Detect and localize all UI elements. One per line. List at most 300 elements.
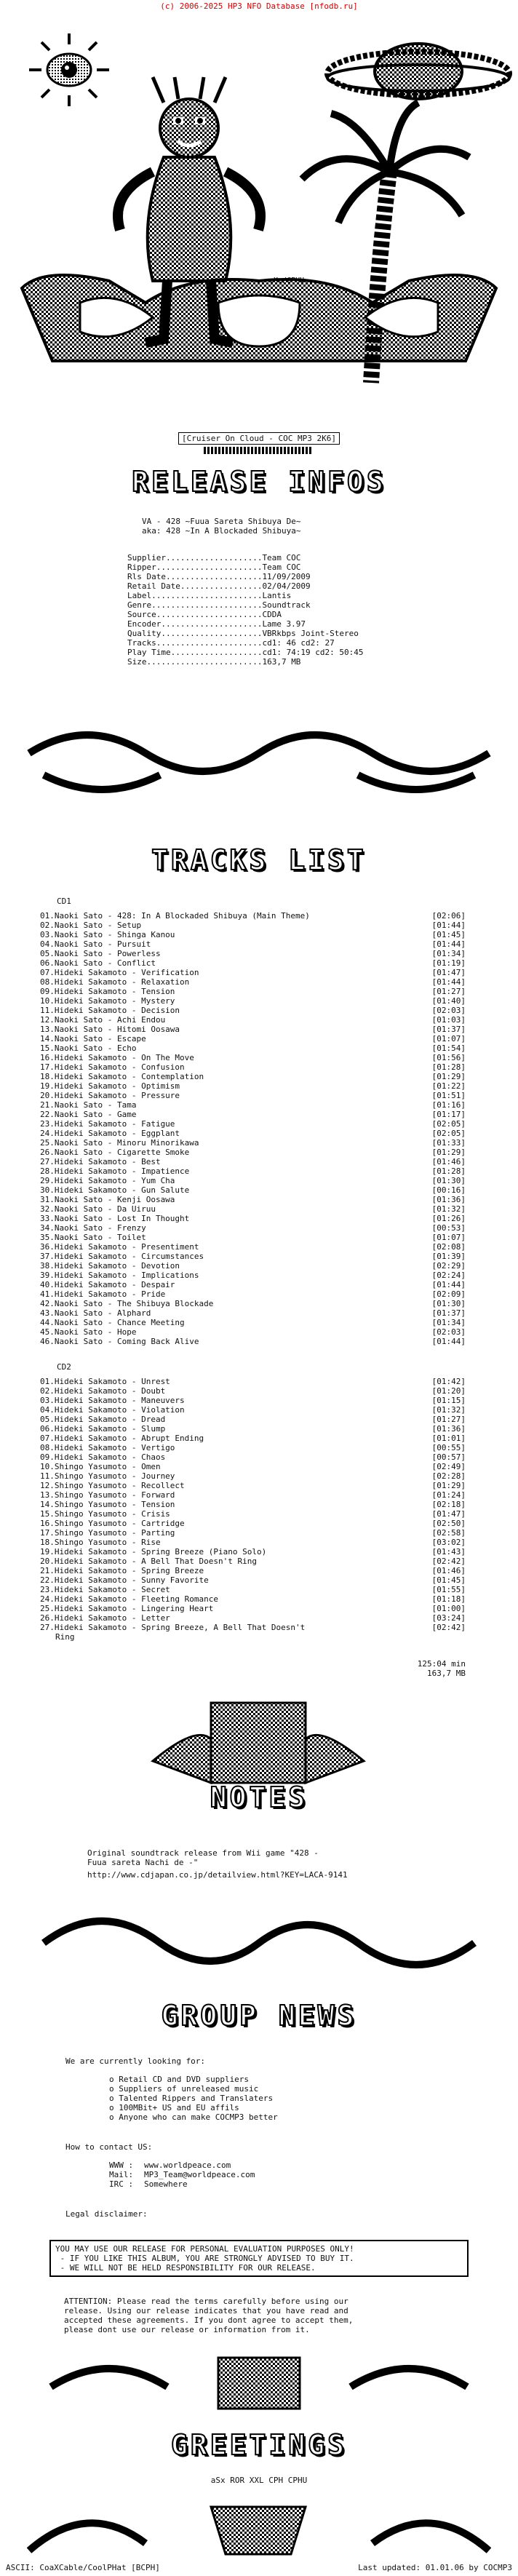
- track-title: 16.Hideki Sakamoto - On The Move: [40, 1053, 194, 1062]
- track-title: 43.Naoki Sato - Alphard: [40, 1308, 151, 1318]
- track-title: 35.Naoki Sato - Toilet: [40, 1233, 146, 1242]
- track-time: [01:36]: [431, 1424, 466, 1434]
- section-tracks-list: TRACKS LIST: [151, 844, 367, 876]
- track-time: [01:26]: [431, 1214, 466, 1223]
- track-time: [01:03]: [431, 1015, 466, 1025]
- track-row: [40, 1434, 466, 1443]
- track-title: 03.Hideki Sakamoto - Maneuvers: [40, 1396, 185, 1405]
- track-title: 30.Hideki Sakamoto - Gun Salute: [40, 1185, 190, 1195]
- track-title: 17.Hideki Sakamoto - Confusion: [40, 1062, 185, 1072]
- field-leader: .....................: [161, 629, 263, 638]
- track-time: [01:15]: [431, 1396, 466, 1405]
- track-title: 07.Hideki Sakamoto - Abrupt Ending: [40, 1434, 204, 1443]
- track-row: [40, 1424, 466, 1434]
- contact-title: How to contact US:: [65, 2142, 153, 2152]
- field-value: Team COC: [262, 553, 301, 562]
- track-title: 23.Hideki Sakamoto - Fatigue: [40, 1119, 175, 1129]
- totals: [356, 1659, 466, 1678]
- track-row: [40, 930, 466, 939]
- track-title: 05.Hideki Sakamoto - Dread: [40, 1415, 166, 1424]
- track-time: [01:37]: [431, 1308, 466, 1318]
- track-title: 13.Shingo Yasumoto - Forward: [40, 1490, 175, 1500]
- total-size: 163,7 MB: [427, 1669, 466, 1678]
- track-title: 21.Hideki Sakamoto - Spring Breeze: [40, 1566, 204, 1575]
- track-time: [01:44]: [431, 1337, 466, 1346]
- track-title-wrap: Ring: [55, 1632, 75, 1642]
- track-time: [01:44]: [431, 1280, 466, 1289]
- track-time: [01:29]: [431, 1072, 466, 1081]
- track-title: 03.Naoki Sato - Shinga Kanou: [40, 930, 175, 939]
- ornament-swirl-icon: [29, 735, 489, 790]
- track-row: [40, 1289, 466, 1299]
- track-time: [01:44]: [431, 921, 466, 930]
- field-leader: ......................: [156, 610, 263, 619]
- release-field-row: [127, 629, 364, 638]
- track-time: [01:18]: [431, 1594, 466, 1604]
- release-field-row: [127, 610, 364, 619]
- track-time: [00:53]: [431, 1223, 466, 1233]
- field-leader: ....................: [165, 553, 263, 562]
- track-row: [40, 921, 466, 930]
- track-row: [40, 996, 466, 1006]
- logo-tagline: [Cruiser On Cloud - COC MP3 2K6]: [0, 434, 518, 443]
- disclaimer-line: YOU MAY USE OUR RELEASE FOR PERSONAL EVALUATION PURPOSES ONLY!: [55, 2244, 354, 2254]
- track-row: [40, 1509, 466, 1519]
- track-time: [02:05]: [431, 1129, 466, 1138]
- track-time: [01:44]: [431, 977, 466, 987]
- track-time: [02:50]: [431, 1519, 466, 1528]
- track-row: [40, 1119, 466, 1129]
- track-time: [01:01]: [431, 1434, 466, 1443]
- track-time: [01:32]: [431, 1405, 466, 1415]
- track-time: [01:00]: [431, 1604, 466, 1613]
- attention-line: release. Using our release indicates that you have read and: [64, 2306, 348, 2315]
- track-row: [40, 1176, 466, 1185]
- track-title: 29.Hideki Sakamoto - Yum Cha: [40, 1176, 175, 1185]
- track-row: [40, 1034, 466, 1043]
- track-row: [40, 1585, 466, 1594]
- track-title: 20.Hideki Sakamoto - A Bell That Doesn't Ring: [40, 1557, 258, 1566]
- track-title: 21.Naoki Sato - Tama: [40, 1100, 137, 1110]
- news-items: [109, 2075, 278, 2122]
- track-time: [01:34]: [431, 1318, 466, 1327]
- field-value: VBRkbps Joint-Stereo: [262, 629, 359, 638]
- track-title: 25.Naoki Sato - Minoru Minorikawa: [40, 1138, 199, 1148]
- track-time: [01:46]: [431, 1157, 466, 1166]
- field-value: cd1: 46 cd2: 27: [262, 638, 335, 648]
- field-value: 11/09/2009: [262, 572, 311, 581]
- track-row: [40, 968, 466, 977]
- contact-label: IRC :: [109, 2179, 134, 2189]
- track-time: [01:19]: [431, 958, 466, 968]
- track-time: [02:42]: [431, 1623, 466, 1632]
- news-intro: We are currently looking for:: [65, 2056, 206, 2066]
- track-time: [01:22]: [431, 1081, 466, 1091]
- cd2-tracklist: [40, 1377, 466, 1642]
- section-group-news: GROUP NEWS: [161, 2000, 357, 2032]
- notes-text: Original soundtrack release from Wii game "428 - Fuua sareta Nachi de -" http://www.cdjapan.co.jp/detailview.html?KEY=LACA-9141: [87, 1848, 348, 1880]
- track-time: [02:06]: [431, 911, 466, 921]
- track-row: [40, 1006, 466, 1015]
- track-row: [40, 1025, 466, 1034]
- track-row: [40, 958, 466, 968]
- cd2-heading: CD2: [57, 1362, 71, 1372]
- track-row: [40, 1299, 466, 1308]
- track-title: 42.Naoki Sato - The Shibuya Blockade: [40, 1299, 214, 1308]
- track-row: [40, 1566, 466, 1575]
- track-row: [40, 1129, 466, 1138]
- contact-row: [109, 2170, 278, 2179]
- track-time: [01:07]: [431, 1233, 466, 1242]
- track-row: [40, 1280, 466, 1289]
- track-row: [40, 1462, 466, 1471]
- tracks-ornament: [0, 724, 518, 840]
- track-row: [40, 1481, 466, 1490]
- contact-row: [109, 2179, 278, 2189]
- track-title: 17.Shingo Yasumoto - Parting: [40, 1528, 175, 1538]
- track-title: 24.Hideki Sakamoto - Eggplant: [40, 1129, 180, 1138]
- track-title: 27.Hideki Sakamoto - Spring Breeze, A Bell That Doesn't: [40, 1623, 306, 1632]
- attention-line: please dont use our release or information from it.: [64, 2325, 310, 2334]
- track-time: [00:55]: [431, 1443, 466, 1452]
- track-title: 44.Naoki Sato - Chance Meeting: [40, 1318, 185, 1327]
- track-time: [01:34]: [431, 949, 466, 958]
- track-title: 01.Hideki Sakamoto - Unrest: [40, 1377, 170, 1386]
- field-value: cd1: 74:19 cd2: 50:45: [262, 648, 364, 657]
- track-time: [00:57]: [431, 1452, 466, 1462]
- track-row: [40, 1318, 466, 1327]
- top-ascii-art: [0, 12, 518, 390]
- track-row: [40, 1613, 466, 1623]
- track-time: [01:33]: [431, 1138, 466, 1148]
- track-title: 12.Shingo Yasumoto - Recollect: [40, 1481, 185, 1490]
- disclaimer-box: [49, 2240, 469, 2277]
- field-label: Supplier: [127, 553, 166, 562]
- track-row: [40, 1138, 466, 1148]
- divider-bar: [204, 447, 313, 454]
- field-label: Source: [127, 610, 156, 619]
- track-time: [01:27]: [431, 1415, 466, 1424]
- track-row: [40, 1538, 466, 1547]
- track-title: 02.Hideki Sakamoto - Doubt: [40, 1386, 166, 1396]
- track-time: [01:24]: [431, 1490, 466, 1500]
- track-time: [01:54]: [431, 1043, 466, 1053]
- track-title: 32.Naoki Sato - Da Uiruu: [40, 1204, 156, 1214]
- track-row: [40, 1327, 466, 1337]
- total-time: 125:04 min: [417, 1659, 466, 1669]
- track-time: [01:27]: [431, 987, 466, 996]
- contact-value[interactable]: Somewhere: [144, 2179, 188, 2189]
- planet-orbit-icon: [327, 44, 509, 99]
- section-greetings: GREETINGS: [171, 2429, 347, 2461]
- track-time: [01:55]: [431, 1585, 466, 1594]
- track-time: [01:45]: [431, 1575, 466, 1585]
- field-leader: ....................: [165, 572, 263, 581]
- track-time: [01:29]: [431, 1481, 466, 1490]
- field-value: Lame 3.97: [262, 619, 306, 629]
- track-title: 38.Hideki Sakamoto - Devotion: [40, 1261, 180, 1271]
- track-time: [01:45]: [431, 930, 466, 939]
- track-time: [02:03]: [431, 1327, 466, 1337]
- track-title: 09.Hideki Sakamoto - Tension: [40, 987, 175, 996]
- track-title: 06.Hideki Sakamoto - Slump: [40, 1424, 166, 1434]
- field-leader: ...................: [170, 648, 263, 657]
- release-field-row: [127, 619, 364, 629]
- track-row: [40, 1557, 466, 1566]
- track-title: 31.Naoki Sato - Kenji Oosawa: [40, 1195, 175, 1204]
- release-field-row: [127, 572, 364, 581]
- field-leader: ........................: [146, 657, 263, 667]
- track-time: [01:29]: [431, 1148, 466, 1157]
- news-item: o Suppliers of unreleased music: [109, 2084, 259, 2094]
- footer: [0, 2563, 518, 2575]
- track-row: [40, 1575, 466, 1585]
- track-time: [02:05]: [431, 1119, 466, 1129]
- track-row: [40, 1195, 466, 1204]
- track-row: [40, 1377, 466, 1386]
- disclaimer-line: - IF YOU LIKE THIS ALBUM, YOU ARE STRONGLY ADVISED TO BUY IT.: [55, 2254, 354, 2263]
- footer-updated: Last updated: 01.01.06 by COCMP3: [358, 2563, 512, 2572]
- track-row: [40, 1519, 466, 1528]
- greetings-ornament: [0, 2343, 518, 2430]
- track-row: [40, 1072, 466, 1081]
- track-time: [01:44]: [431, 939, 466, 949]
- field-value: Lantis: [262, 591, 292, 600]
- track-time: [01:28]: [431, 1062, 466, 1072]
- track-time: [02:29]: [431, 1261, 466, 1271]
- track-title: 22.Naoki Sato - Game: [40, 1110, 137, 1119]
- track-row: [40, 1204, 466, 1214]
- field-label: Genre: [127, 600, 152, 610]
- section-release-info: RELEASE INFOS: [132, 466, 386, 498]
- release-title: VA - 428 ~Fuua Sareta Shibuya De~ aka: 428 ~In A Blockaded Shibuya~: [142, 517, 301, 536]
- track-title: 24.Hideki Sakamoto - Fleeting Romance: [40, 1594, 219, 1604]
- track-row: [40, 1271, 466, 1280]
- news-item: o Anyone who can make COCMP3 better: [109, 2112, 278, 2122]
- track-row: [40, 987, 466, 996]
- field-leader: ......................: [156, 562, 263, 572]
- field-label: Retail Date: [127, 581, 180, 591]
- track-time: [01:30]: [431, 1176, 466, 1185]
- track-title: 08.Hideki Sakamoto - Vertigo: [40, 1443, 175, 1452]
- track-time: [01:47]: [431, 968, 466, 977]
- contact-label: WWW :: [109, 2160, 134, 2170]
- field-value: 163,7 MB: [262, 657, 301, 667]
- field-leader: .......................: [151, 591, 263, 600]
- track-time: [01:07]: [431, 1034, 466, 1043]
- track-title: 28.Hideki Sakamoto - Impatience: [40, 1166, 190, 1176]
- track-title: 15.Shingo Yasumoto - Crisis: [40, 1509, 170, 1519]
- track-title: 04.Naoki Sato - Pursuit: [40, 939, 151, 949]
- track-title: 39.Hideki Sakamoto - Implications: [40, 1271, 199, 1280]
- track-title: 02.Naoki Sato - Setup: [40, 921, 142, 930]
- nfodb-header: [0, 0, 518, 12]
- track-row: [40, 1415, 466, 1424]
- track-time: [03:02]: [431, 1538, 466, 1547]
- disclaimer-line: - WE WILL NOT BE HELD RESPONSIBILITY FOR OUR RELEASE.: [55, 2263, 316, 2273]
- track-title: 36.Hideki Sakamoto - Presentiment: [40, 1242, 199, 1252]
- track-row: [40, 1157, 466, 1166]
- news-item: o Retail CD and DVD suppliers: [109, 2075, 250, 2084]
- contact-label: Mail:: [109, 2170, 134, 2179]
- field-label: Rls Date: [127, 572, 166, 581]
- attention-line: accepted these agreements. If you dont agree to accept them,: [64, 2315, 354, 2325]
- track-title: 20.Hideki Sakamoto - Pressure: [40, 1091, 180, 1100]
- track-row: [40, 1233, 466, 1242]
- greetings-text: aSx ROR XXL CPH CPHU: [210, 2476, 308, 2485]
- track-time: [01:47]: [431, 1509, 466, 1519]
- news-ornament: [0, 1899, 518, 2001]
- track-row: [40, 939, 466, 949]
- track-time: [02:58]: [431, 1528, 466, 1538]
- track-title: 10.Shingo Yasumoto - Omen: [40, 1462, 161, 1471]
- track-time: [02:42]: [431, 1557, 466, 1566]
- bottom-swirl-icon: [29, 2507, 489, 2554]
- track-title: 46.Naoki Sato - Coming Back Alive: [40, 1337, 199, 1346]
- release-fields: [127, 553, 364, 667]
- track-row: [40, 1223, 466, 1233]
- news-block: [65, 2056, 278, 2219]
- scene-illustration: [0, 12, 518, 390]
- track-title: 26.Naoki Sato - Cigarette Smoke: [40, 1148, 190, 1157]
- track-time: [02:03]: [431, 1006, 466, 1015]
- release-field-row: [127, 638, 364, 648]
- track-row: [40, 1081, 466, 1091]
- track-title: 10.Hideki Sakamoto - Mystery: [40, 996, 175, 1006]
- track-row: [40, 1100, 466, 1110]
- track-title: 22.Hideki Sakamoto - Sunny Favorite: [40, 1575, 209, 1585]
- track-row: [40, 1396, 466, 1405]
- track-title: 08.Hideki Sakamoto - Relaxation: [40, 977, 190, 987]
- track-row: [40, 1337, 466, 1346]
- bottom-ornament: [0, 2492, 518, 2561]
- news-item: o Talented Rippers and Translaters: [109, 2094, 274, 2103]
- field-leader: ......................: [156, 638, 263, 648]
- track-time: [01:20]: [431, 1386, 466, 1396]
- track-title: 05.Naoki Sato - Powerless: [40, 949, 161, 958]
- release-field-row: [127, 553, 364, 562]
- field-leader: .......................: [151, 600, 263, 610]
- track-title: 33.Naoki Sato - Lost In Thought: [40, 1214, 190, 1223]
- track-row: [40, 1405, 466, 1415]
- legal-title: Legal disclaimer:: [65, 2209, 148, 2219]
- track-title: 11.Hideki Sakamoto - Decision: [40, 1006, 180, 1015]
- track-row: [40, 1623, 466, 1632]
- track-title: 06.Naoki Sato - Conflict: [40, 958, 156, 968]
- track-row: [40, 977, 466, 987]
- track-title: 18.Shingo Yasumoto - Rise: [40, 1538, 161, 1547]
- track-title: 18.Hideki Sakamoto - Contemplation: [40, 1072, 204, 1081]
- track-time: [01:36]: [431, 1195, 466, 1204]
- track-title: 01.Naoki Sato - 428: In A Blockaded Shibuya (Main Theme): [40, 911, 310, 921]
- track-title: 19.Hideki Sakamoto - Spring Breeze (Piano Solo): [40, 1547, 267, 1557]
- track-title: 15.Naoki Sato - Echo: [40, 1043, 137, 1053]
- track-row: [40, 1252, 466, 1261]
- field-label: Play Time: [127, 648, 171, 657]
- track-time: [01:43]: [431, 1547, 466, 1557]
- track-title: 14.Shingo Yasumoto - Tension: [40, 1500, 175, 1509]
- field-label: Tracks: [127, 638, 156, 648]
- track-time: [01:28]: [431, 1166, 466, 1176]
- track-time: [01:51]: [431, 1091, 466, 1100]
- track-time: [02:49]: [431, 1462, 466, 1471]
- track-row: [40, 911, 466, 921]
- track-time: [01:42]: [431, 1377, 466, 1386]
- track-title: 19.Hideki Sakamoto - Optimism: [40, 1081, 180, 1091]
- field-value: 02/04/2009: [262, 581, 311, 591]
- header-text: (c) 2006-2025 HP3 NFO Database [nfodb.ru]: [160, 1, 358, 11]
- track-title: 45.Naoki Sato - Hope: [40, 1327, 137, 1337]
- track-title: 16.Shingo Yasumoto - Cartridge: [40, 1519, 185, 1528]
- track-row: [40, 1528, 466, 1538]
- release-field-row: [127, 591, 364, 600]
- field-label: Size: [127, 657, 147, 667]
- track-title: 23.Hideki Sakamoto - Secret: [40, 1585, 170, 1594]
- contact-value[interactable]: MP3_Team@worldpeace.com: [144, 2170, 255, 2179]
- attention-line: ATTENTION: Please read the terms carefully before using our: [64, 2297, 348, 2306]
- track-row: [40, 1490, 466, 1500]
- contacts: [109, 2160, 278, 2189]
- track-row: [40, 1452, 466, 1462]
- track-row: [40, 949, 466, 958]
- track-title: 12.Naoki Sato - Achi Endou: [40, 1015, 166, 1025]
- contact-value[interactable]: www.worldpeace.com: [144, 2160, 231, 2170]
- field-label: Label: [127, 591, 152, 600]
- notes-url-link[interactable]: http://www.cdjapan.co.jp/detailview.html?KEY=LACA-9141: [87, 1870, 348, 1880]
- release-field-row: [127, 657, 364, 667]
- field-label: Ripper: [127, 562, 156, 572]
- news-swirl-icon: [44, 1921, 474, 1965]
- cd1-heading: CD1: [57, 897, 71, 906]
- track-title: 37.Hideki Sakamoto - Circumstances: [40, 1252, 204, 1261]
- track-time: [02:24]: [431, 1271, 466, 1280]
- track-time: [03:24]: [431, 1613, 466, 1623]
- track-row: [40, 1053, 466, 1062]
- track-time: [01:39]: [431, 1252, 466, 1261]
- track-row: [40, 1015, 466, 1025]
- track-title: 11.Shingo Yasumoto - Journey: [40, 1471, 175, 1481]
- release-field-row: [127, 648, 364, 657]
- track-row: [40, 1261, 466, 1271]
- attention-text: [64, 2297, 353, 2334]
- track-row: [40, 1604, 466, 1613]
- footer-credit: ASCII: CoaXCable/CoolPHat [BCPH]: [6, 2563, 160, 2572]
- section-notes: NOTES: [210, 1781, 308, 1813]
- track-title: 14.Naoki Sato - Escape: [40, 1034, 146, 1043]
- news-item: o 100MBit+ US and EU affils: [109, 2103, 239, 2112]
- track-row: [40, 1386, 466, 1396]
- track-row: [40, 1443, 466, 1452]
- field-leader: .....................: [161, 619, 263, 629]
- track-title: 09.Hideki Sakamoto - Chaos: [40, 1452, 166, 1462]
- track-time: [02:09]: [431, 1289, 466, 1299]
- track-title: 04.Hideki Sakamoto - Violation: [40, 1405, 185, 1415]
- field-value: Team COC: [262, 562, 301, 572]
- track-time: [01:40]: [431, 996, 466, 1006]
- release-field-row: [127, 562, 364, 572]
- track-time: [02:08]: [431, 1242, 466, 1252]
- track-time: [01:30]: [431, 1299, 466, 1308]
- track-row: [40, 1166, 466, 1176]
- track-title: 40.Hideki Sakamoto - Despair: [40, 1280, 175, 1289]
- track-row: [40, 1062, 466, 1072]
- track-row: [40, 1043, 466, 1053]
- field-value: Soundtrack: [262, 600, 311, 610]
- field-label: Quality: [127, 629, 162, 638]
- release-field-row: [127, 581, 364, 591]
- track-row: [40, 1148, 466, 1157]
- release-field-row: [127, 600, 364, 610]
